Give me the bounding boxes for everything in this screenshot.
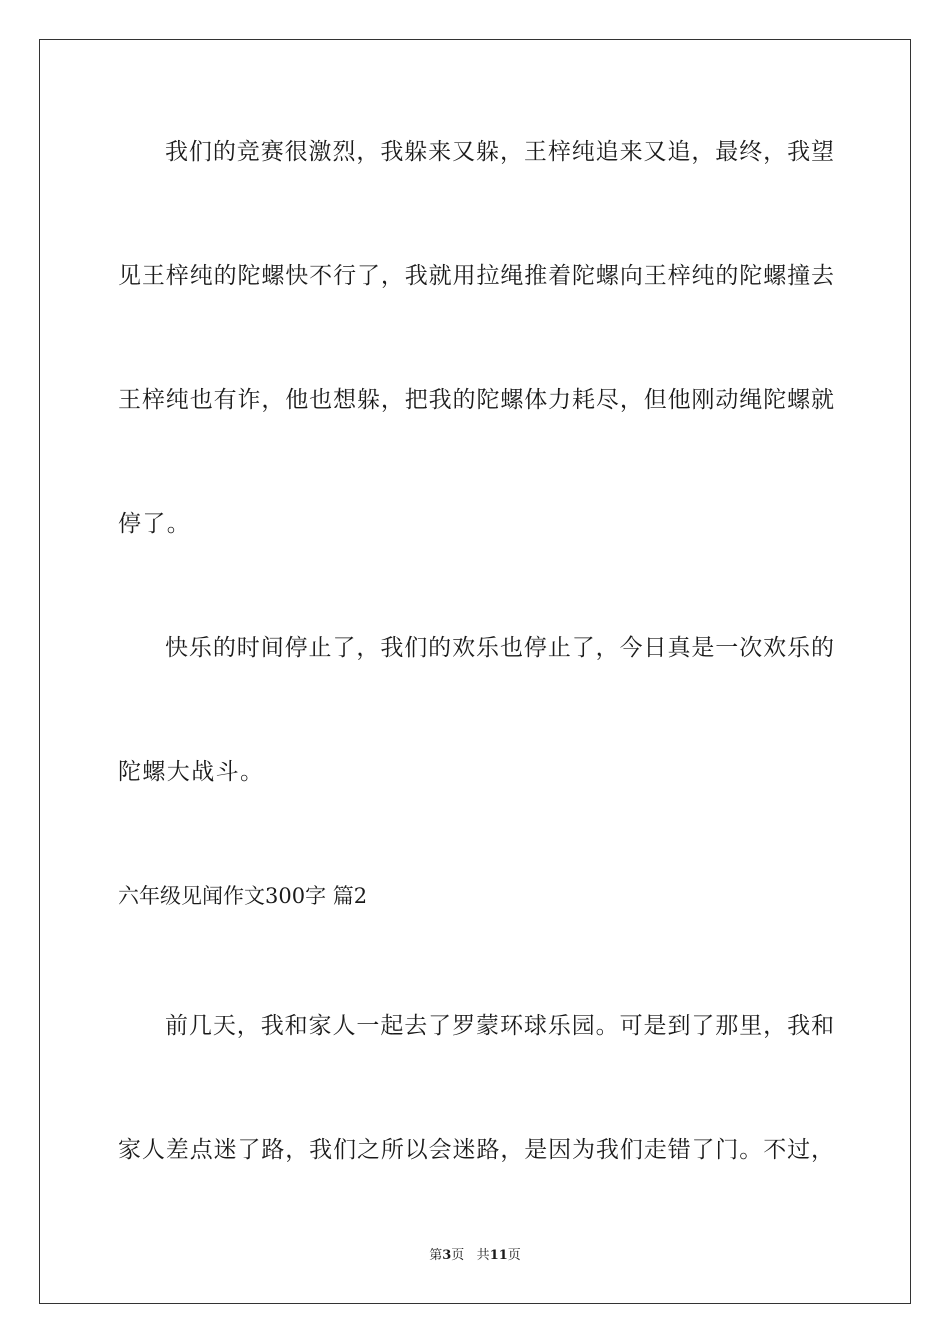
paragraph-line: 前几天，我和家人一起去了罗蒙环球乐园。可是到了那里，我和 (165, 1013, 834, 1039)
page-frame (39, 39, 911, 1304)
paragraph-line: 停了。 (118, 511, 192, 537)
section-heading: 六年级见闻作文300字 篇2 (118, 884, 368, 908)
paragraph-line: 家人差点迷了路，我们之所以会迷路，是因为我们走错了门。不过， (118, 1137, 834, 1163)
paragraph-line: 见王梓纯的陀螺快不行了，我就用拉绳推着陀螺向王梓纯的陀螺撞去 (118, 263, 834, 289)
total-prefix: 共 (476, 1248, 490, 1263)
page-suffix: 页 (451, 1248, 465, 1263)
paragraph-line: 王梓纯也有诈，他也想躲，把我的陀螺体力耗尽，但他刚动绳陀螺就 (118, 387, 834, 413)
total-suffix: 页 (507, 1248, 521, 1263)
page-current: 3 (442, 1248, 452, 1263)
paragraph-line: 快乐的时间停止了，我们的欢乐也停止了，今日真是一次欢乐的 (165, 635, 834, 661)
page-total: 11 (489, 1248, 508, 1263)
paragraph-line: 陀螺大战斗。 (118, 759, 265, 785)
page-prefix: 第 (429, 1248, 443, 1263)
paragraph-line: 我们的竞赛很激烈，我躲来又躲，王梓纯追来又追，最终，我望 (165, 139, 834, 165)
page-footer (0, 1247, 950, 1265)
